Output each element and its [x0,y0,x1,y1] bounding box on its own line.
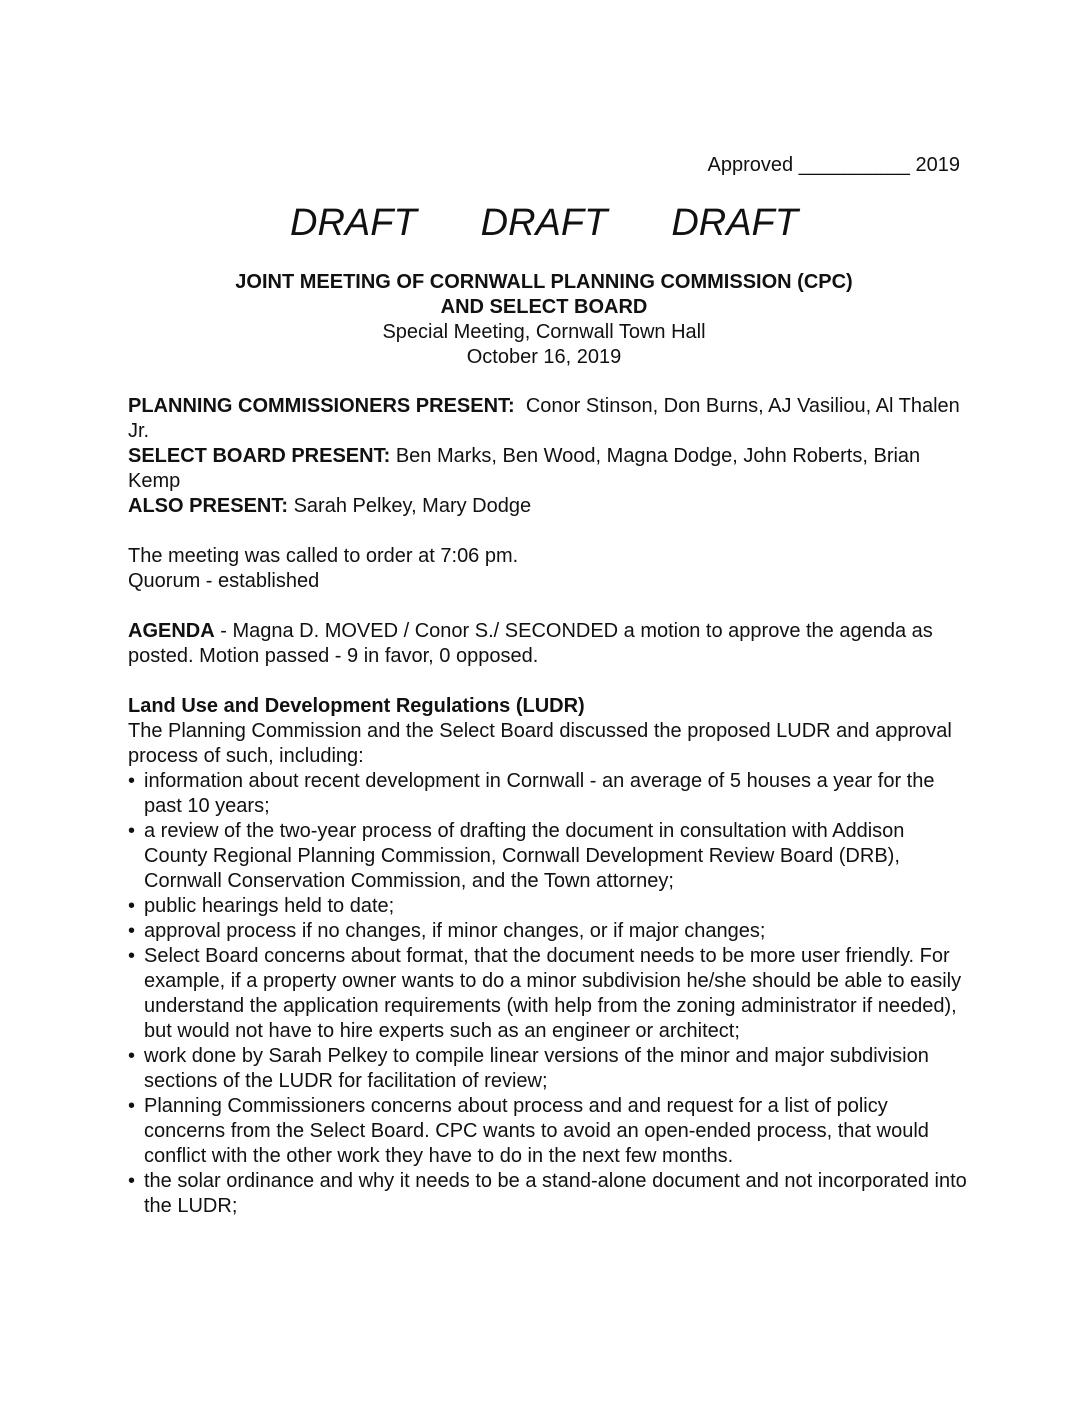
ludr-discussion-list [128,769,968,1219]
meeting-type: Special Meeting, Cornwall Town Hall [382,321,706,343]
list-item: • approval process if no changes, if minor changes, or if major changes; [128,919,968,944]
meeting-date: October 16, 2019 [466,346,622,368]
approved-year: 2019 [915,154,960,176]
list-item: • Select Board concerns about format, that the document needs to be more user friendly. For example, if a property owner wants to do a minor subdivision he/she should be able to easily understand the application requirements (with help from the zoning administrator if needed), but would not have to hire experts such as an engineer or architect; [128,944,968,1044]
draft-watermark [0,200,1088,246]
list-item: • the solar ordinance and why it needs to be a stand-alone document and not incorporated into the LUDR; [128,1169,968,1219]
attendance-names: Ben Marks, Ben Wood, Magna Dodge, John Roberts, Brian Kemp [128,445,921,492]
list-item: • information about recent development in Cornwall - an average of 5 houses a year for the past 10 years; [128,769,968,819]
list-item: • Planning Commissioners concerns about process and and request for a list of policy concerns from the Select Board. CPC wants to avoid an open-ended process, that would conflict with the other work they have to do in the next few months. [128,1094,968,1169]
ludr-section-title: Land Use and Development Regulations (LUDR) [128,695,585,717]
heading-line-2: AND SELECT BOARD [440,296,648,318]
draft-mark: DRAFT [290,202,417,244]
quorum-status: Quorum - established [128,570,320,592]
attendance-select-board [128,444,968,494]
heading-line-1: JOINT MEETING OF CORNWALL PLANNING COMMISSION (CPC) [235,271,853,293]
attendance-names: Conor Stinson, Don Burns, AJ Vasiliou, Al Thalen Jr. [128,395,960,442]
attendance-label: SELECT BOARD PRESENT: [128,445,391,467]
list-item: • work done by Sarah Pelkey to compile linear versions of the minor and major subdivision sections of the LUDR for facilitation of review; [128,1044,968,1094]
agenda-paragraph [128,619,968,669]
attendance-label: ALSO PRESENT: [128,495,289,517]
approval-line [708,152,960,178]
approved-label: Approved [707,154,794,176]
attendance-also [128,494,968,519]
attendance-label: PLANNING COMMISSIONERS PRESENT: [128,395,515,417]
minutes-body [128,394,968,1219]
list-item: • a review of the two-year process of drafting the document in consultation with Addison County Regional Planning Commission, Cornwall Development Review Board (DRB), Cornwall Conservation Commission, and the Town attorney; [128,819,968,894]
ludr-intro: The Planning Commission and the Select Board discussed the proposed LUDR and approval process of such, including: [128,720,952,767]
attendance-names: Sarah Pelkey, Mary Dodge [293,495,532,517]
list-item: • public hearings held to date; [128,894,968,919]
meeting-heading [0,270,1088,370]
draft-mark: DRAFT [480,202,608,244]
attendance-planning [128,394,968,444]
call-to-order: The meeting was called to order at 7:06 pm. [128,545,519,567]
agenda-label: AGENDA [128,620,215,642]
approved-blank: __________ [798,154,910,176]
draft-mark: DRAFT [671,202,798,244]
agenda-text: - Magna D. MOVED / Conor S./ SECONDED a motion to approve the agenda as posted. Motion passed - 9 in favor, 0 opposed. [128,620,933,667]
